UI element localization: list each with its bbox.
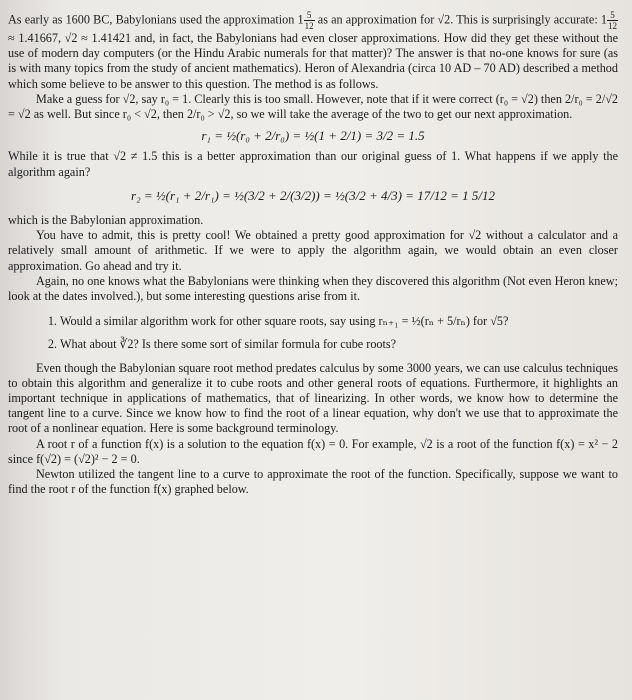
question-item-1: 1. Would a similar algorithm work for other square roots, say using rₙ₊₁ = ½(rₙ + 5/rₙ) for √5? (60, 314, 618, 329)
fraction-denominator: 12 (608, 21, 617, 31)
calculus-paragraph: Even though the Babylonian square root method predates calculus by some 3000 years, we can use calculus techniques to obtain this algorithm and generalize it to cube roots and other general roots of equations. Furthermore, it highlights an important technique in applications of mathematics, that of linearizing. In other words, we know how to determine the tangent line to a curve. Since we know how to find the root of a linear equation, why don't we use that to approximate the root of a nonlinear equation. Here is some background terminology. (8, 360, 618, 436)
intro-text-b: as an approximation for √2. This is surprisingly accurate: 1 (314, 12, 607, 27)
fraction (607, 10, 618, 31)
root-definition-paragraph: A root r of a function f(x) is a solution to the equation f(x) = 0. For example, √2 is a root of the function f(x) = x² − 2 since f(√2) = (√2)² − 2 = 0. (8, 436, 618, 466)
again-paragraph: Again, no one knows what the Babylonians were thinking when they discovered this algorithm (Not even Heron knew; look at the dates involved.), but some interesting questions arise from it. (8, 273, 618, 304)
intro-text-a: As early as 1600 BC, Babylonians used the approximation 1 (8, 12, 304, 27)
question-item-2: 2. What about ∛2? Is there some sort of similar formula for cube roots? (60, 337, 618, 352)
intro-text-c: ≈ 1.41667, √2 ≈ 1.41421 and, in fact, the Babylonians had even closer approximations. How did they get these without the use of modern day computers (or the Hindu Arabic numerals for that matter)? The answer is that no-one knows for sure (as is with many topics from the study of ancient mathematics). Heron of Alexandria (circa 10 AD – 70 AD) described a method which some believe to be answer to this question. The method is as follows. (8, 31, 618, 91)
cool-paragraph: You have to admit, this is pretty cool! We obtained a pretty good approximation for √2 without a calculator and a relatively small amount of arithmetic. If we were to apply the algorithm again, we would obtain an even closer approximation. Go ahead and try it. (8, 228, 618, 273)
babylonian-approx-line: which is the Babylonian approximation. (8, 213, 204, 228)
equation-r2: r₂ = ½(r₁ + 2/r₁) = ½(3/2 + 2/(3/2)) = ½(3/2 + 4/3) = 17/12 = 1 5/12 (131, 187, 495, 203)
fraction-denominator: 12 (304, 21, 314, 31)
intro-paragraph (8, 10, 618, 92)
fraction-numerator: 5 (607, 10, 618, 21)
guess-paragraph: Make a guess for √2, say r₀ = 1. Clearly this is too small. However, note that if it were correct (r₀ = √2) then 2/r₀ = 2/√2 = √2 as well. But since r₀ < √2, then 2/r₀ > √2, so we will take the average of the two to get our next approximation. (8, 91, 618, 122)
newton-paragraph: Newton utilized the tangent line to a curve to approximate the root of the function. Specifically, suppose we want to find the root r of the function f(x) graphed below. (8, 467, 618, 497)
fraction (304, 10, 315, 31)
questions-list (8, 314, 618, 352)
fraction-numerator: 5 (304, 10, 315, 21)
while-paragraph: While it is true that √2 ≠ 1.5 this is a better approximation than our original guess of 1. What happens if we apply the algorithm again? (8, 149, 618, 179)
equation-r1: r₁ = ½(r₀ + 2/r₀) = ½(1 + 2/1) = 3/2 = 1.5 (201, 128, 425, 144)
